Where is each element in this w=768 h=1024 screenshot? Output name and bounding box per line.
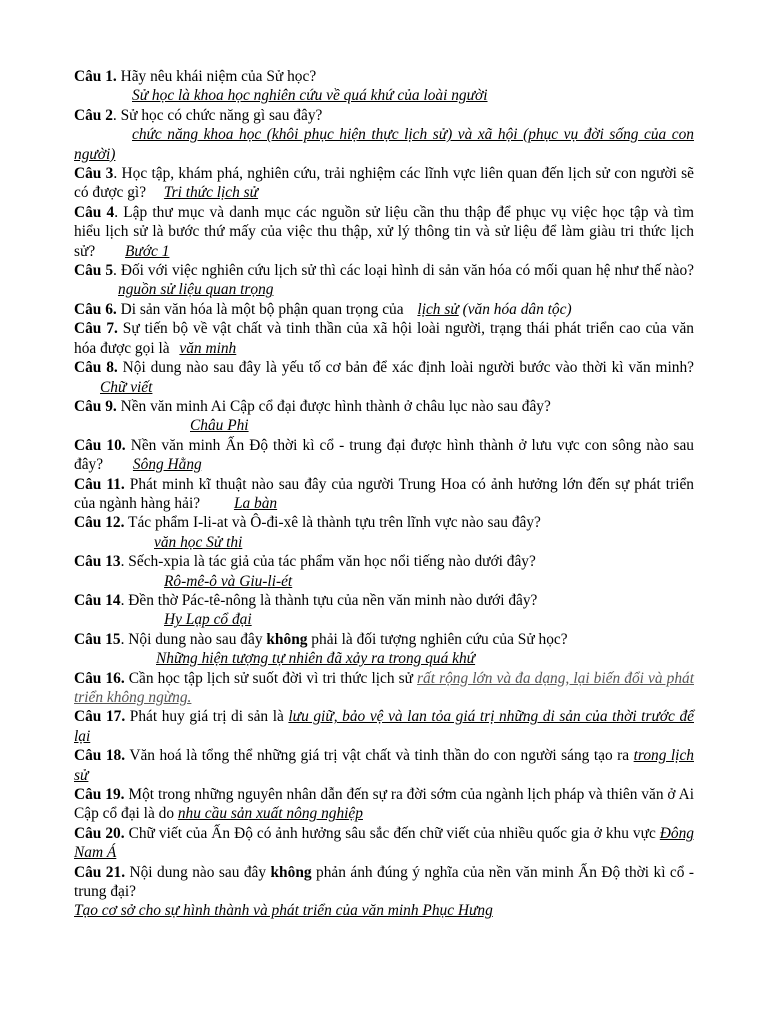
question-3: [74, 164, 694, 203]
answer-text: Chữ viết: [100, 378, 153, 396]
question-number: Câu 21.: [74, 863, 126, 881]
question-number: Câu 3: [74, 165, 114, 183]
question-text: Nền văn minh Ai Cập cổ đại được hình thành ở châu lục nào sau đây?: [116, 397, 551, 415]
question-5: [74, 261, 694, 300]
question-2: [74, 106, 694, 164]
question-number: Câu 4: [74, 203, 115, 221]
question-number: Câu 6.: [74, 300, 117, 318]
question-number: Câu 7.: [74, 320, 118, 338]
question-12: [74, 513, 694, 552]
question-text: Văn hoá là tổng thể những giá trị vật chất và tinh thần do con người sáng tạo ra: [125, 747, 634, 765]
question-number: Câu 5: [74, 262, 114, 280]
answer-text: Rô-mê-ô và Giu-li-ét: [164, 572, 293, 590]
question-text: Tác phẩm I-li-at và Ô-đi-xê là thành tựu trên lĩnh vực nào sau đây?: [124, 514, 541, 532]
question-text: . Sử học có chức năng gì sau đây?: [112, 106, 323, 124]
answer-text: nhu cầu sản xuất nông nghiệp: [177, 805, 363, 823]
question-4: [74, 203, 694, 261]
answer-text: La bàn: [233, 494, 278, 512]
question-number: Câu 16.: [74, 669, 125, 687]
question-text: Phát huy giá trị di sản là: [125, 708, 289, 726]
question-text: Di sản văn hóa là một bộ phận quan trọng của: [116, 300, 404, 318]
question-number: Câu 10.: [74, 436, 126, 454]
question-number: Câu 2: [74, 106, 113, 124]
question-text: Sự tiến bộ về vật chất và tinh thần của xã hội loài người, trạng thái phát triển cao của văn hóa được gọi là: [74, 320, 694, 357]
question-8: [74, 358, 694, 397]
answer-text: Tri thức lịch sử: [163, 184, 259, 202]
question-15: [74, 630, 694, 669]
question-17: [74, 707, 694, 746]
document-page: [74, 67, 694, 921]
answer-extra: (văn hóa dân tộc): [458, 300, 572, 318]
question-20: [74, 824, 694, 863]
question-text: Nội dung nào sau đây là yếu tố cơ bản để xác định loài người bước vào thời kì văn minh?: [117, 359, 694, 377]
answer-text: văn học Sử thi: [154, 533, 243, 551]
question-number: Câu 14: [74, 591, 121, 609]
answer-text: Tạo cơ sở cho sự hình thành và phát triển của văn minh Phục Hưng: [74, 902, 493, 920]
answer-text: Bước 1: [125, 242, 170, 260]
answer-text: lưu giữ, bảo vệ và lan tỏa giá trị những di sản của thời trước để lại: [74, 708, 694, 745]
emphasis-text: không: [266, 630, 308, 648]
answer-text: văn minh: [179, 339, 237, 357]
question-text: Phát minh kĩ thuật nào sau đây của người Trung Hoa có ảnh hưởng lớn đến sự phát triển của ngành hàng hải?: [74, 475, 694, 512]
answer-text: chức năng khoa học (khôi phục hiện thực lịch sử) và xã hội (phục vụ đời sống của con người): [74, 126, 694, 163]
question-number: Câu 17.: [74, 708, 126, 726]
question-11: [74, 475, 694, 514]
question-10: [74, 436, 694, 475]
question-text: Chữ viết của Ấn Độ có ảnh hưởng sâu sắc đến chữ viết của nhiều quốc gia ở khu vực: [124, 824, 660, 842]
question-18: [74, 746, 694, 785]
answer-text: lịch sử: [417, 300, 459, 318]
question-number: Câu 13: [74, 553, 121, 571]
answer-text: Sông Hằng: [132, 456, 202, 474]
answer-text: rất rộng lớn và đa dạng, lại biến đổi và phát triển không ngừng.: [74, 669, 694, 706]
question-number: Câu 15: [74, 630, 121, 648]
question-19: [74, 785, 694, 824]
question-text: Nội dung nào sau đây: [125, 863, 271, 881]
question-text: phải là đối tượng nghiên cứu của Sử học?: [307, 630, 568, 648]
answer-text: Đông Nam Á: [74, 824, 694, 862]
question-7: [74, 319, 694, 358]
answer-text: Hy Lạp cổ đại: [164, 611, 252, 629]
question-text: Một trong những nguyên nhân dẫn đến sự ra đời sớm của ngành lịch pháp và thiên văn ở Ai Cập cổ đại là do: [74, 786, 694, 823]
question-number: Câu 19.: [74, 786, 125, 804]
question-13: [74, 552, 694, 591]
question-text: phản ánh đúng ý nghĩa của nền văn minh Ấn Độ thời kì cổ - trung đại?: [74, 863, 694, 901]
question-9: [74, 397, 694, 436]
question-21: [74, 863, 694, 921]
question-text: . Học tập, khám phá, nghiên cứu, trải nghiệm các lĩnh vực liên quan đến lịch sử con người sẽ có được gì?: [74, 165, 694, 202]
question-6: [74, 300, 694, 319]
question-number: Câu 18.: [74, 747, 126, 765]
answer-text: trong lịch sử: [74, 747, 694, 784]
question-text: . Sếch-xpia là tác giả của tác phẩm văn học nổi tiếng nào dưới đây?: [120, 553, 536, 571]
answer-text: Sử học là khoa học nghiên cứu về quá khứ của loài người: [132, 87, 488, 105]
question-text: Nền văn minh Ấn Độ thời kì cổ - trung đại được hình thành ở lưu vực con sông nào sau đây?: [74, 436, 694, 474]
question-text: Hãy nêu khái niệm của Sử học?: [116, 68, 317, 85]
question-number: Câu 9.: [74, 397, 117, 415]
answer-text: Những hiện tượng tự nhiên đã xảy ra trong quá khứ: [156, 650, 476, 668]
question-text: . Đền thờ Pác-tê-nông là thành tựu của nền văn minh nào dưới đây?: [120, 591, 538, 609]
question-text: . Nội dung nào sau đây: [120, 630, 267, 648]
question-number: Câu 8.: [74, 359, 118, 377]
question-16: [74, 669, 694, 708]
answer-text: Châu Phi: [190, 417, 249, 435]
answer-text: nguồn sử liệu quan trọng: [118, 281, 274, 299]
emphasis-text: không: [270, 863, 312, 881]
question-14: [74, 591, 694, 630]
question-text: Cần học tập lịch sử suốt đời vì tri thức lịch sử: [124, 669, 418, 687]
question-text: . Lập thư mục và danh mục các nguồn sử liệu cần thu thập để phục vụ việc học tập và tìm hiểu lịch sử là bước thứ mấy của việc thu thập, xử lý thông tin và sử liệu để làm giàu tri thức lịch sử?: [74, 203, 694, 260]
question-1: [74, 67, 694, 106]
question-text: . Đối với việc nghiên cứu lịch sử thì các loại hình di sản văn hóa có mối quan hệ như thế nào?: [113, 262, 694, 280]
question-number: Câu 1.: [74, 68, 117, 85]
question-number: Câu 11.: [74, 475, 125, 493]
question-number: Câu 20.: [74, 824, 125, 842]
question-number: Câu 12.: [74, 514, 125, 532]
